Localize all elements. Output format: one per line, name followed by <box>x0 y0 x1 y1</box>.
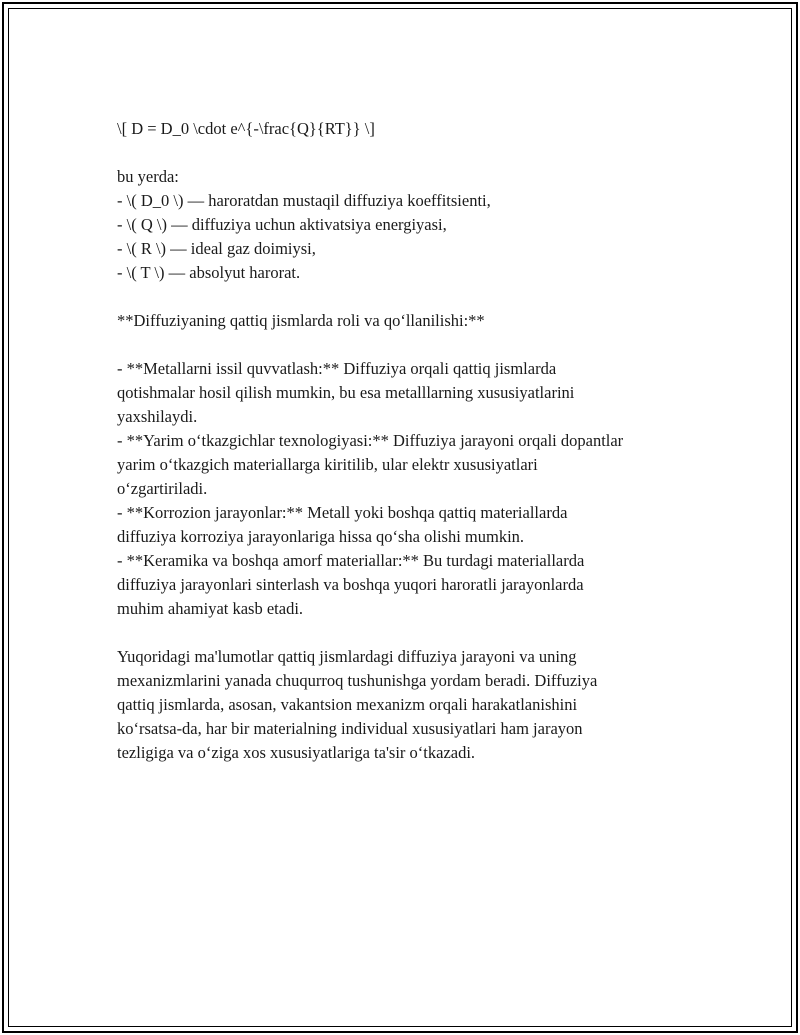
section-heading: **Diffuziyaning qattiq jismlarda roli va qo‘llanilishi:** <box>117 311 485 330</box>
application-line: - **Korrozion jarayonlar:** Metall yoki boshqa qattiq materiallarda <box>117 503 568 522</box>
variable-item: - \( R \) — ideal gaz doimiysi, <box>117 239 316 258</box>
conclusion-line: ko‘rsatsa-da, har bir materialning individual xususiyatlari ham jarayon <box>117 719 583 738</box>
variable-item: - \( T \) — absolyut harorat. <box>117 263 301 282</box>
formula-line: \[ D = D_0 \cdot e^{-\frac{Q}{RT}} \] <box>117 119 375 138</box>
application-line: - **Yarim o‘tkazgichlar texnologiyasi:** Diffuziya jarayoni orqali dopantlar <box>117 431 624 450</box>
spacer <box>117 333 697 357</box>
application-line: o‘zgartiriladi. <box>117 479 208 498</box>
application-line: - **Metallarni issil quvvatlash:** Diffuziya orqali qattiq jismlarda <box>117 359 557 378</box>
application-line: - **Keramika va boshqa amorf materiallar:** Bu turdagi materiallarda <box>117 551 585 570</box>
application-item <box>117 501 697 549</box>
application-item <box>117 429 697 501</box>
variable-item: - \( D_0 \) — haroratdan mustaqil diffuziya koeffitsienti, <box>117 191 491 210</box>
conclusion-line: Yuqoridagi ma'lumotlar qattiq jismlardagi diffuziya jarayoni va uning <box>117 647 577 666</box>
variable-item: - \( Q \) — diffuziya uchun aktivatsiya energiyasi, <box>117 215 447 234</box>
application-line: diffuziya jarayonlari sinterlash va boshqa yuqori haroratli jarayonlarda <box>117 575 584 594</box>
spacer <box>117 621 697 645</box>
where-label: bu yerda: <box>117 167 179 186</box>
application-item <box>117 357 697 429</box>
application-line: yaxshilaydi. <box>117 407 198 426</box>
spacer <box>117 141 697 165</box>
conclusion-line: mexanizmlarini yanada chuqurroq tushunishga yordam beradi. Diffuziya <box>117 671 598 690</box>
application-line: qotishmalar hosil qilish mumkin, bu esa metalllarning xususiyatlarini <box>117 383 575 402</box>
application-line: diffuziya korroziya jarayonlariga hissa qo‘sha olishi mumkin. <box>117 527 525 546</box>
application-item <box>117 549 697 621</box>
application-line: muhim ahamiyat kasb etadi. <box>117 599 304 618</box>
conclusion-line: tezligiga va o‘ziga xos xususiyatlariga ta'sir o‘tkazadi. <box>117 743 476 762</box>
document-body <box>117 117 697 765</box>
spacer <box>117 285 697 309</box>
application-line: yarim o‘tkazgich materiallarga kiritilib, ular elektr xususiyatlari <box>117 455 538 474</box>
conclusion-line: qattiq jismlarda, asosan, vakantsion mexanizm orqali harakatlanishini <box>117 695 578 714</box>
conclusion-paragraph <box>117 645 697 765</box>
